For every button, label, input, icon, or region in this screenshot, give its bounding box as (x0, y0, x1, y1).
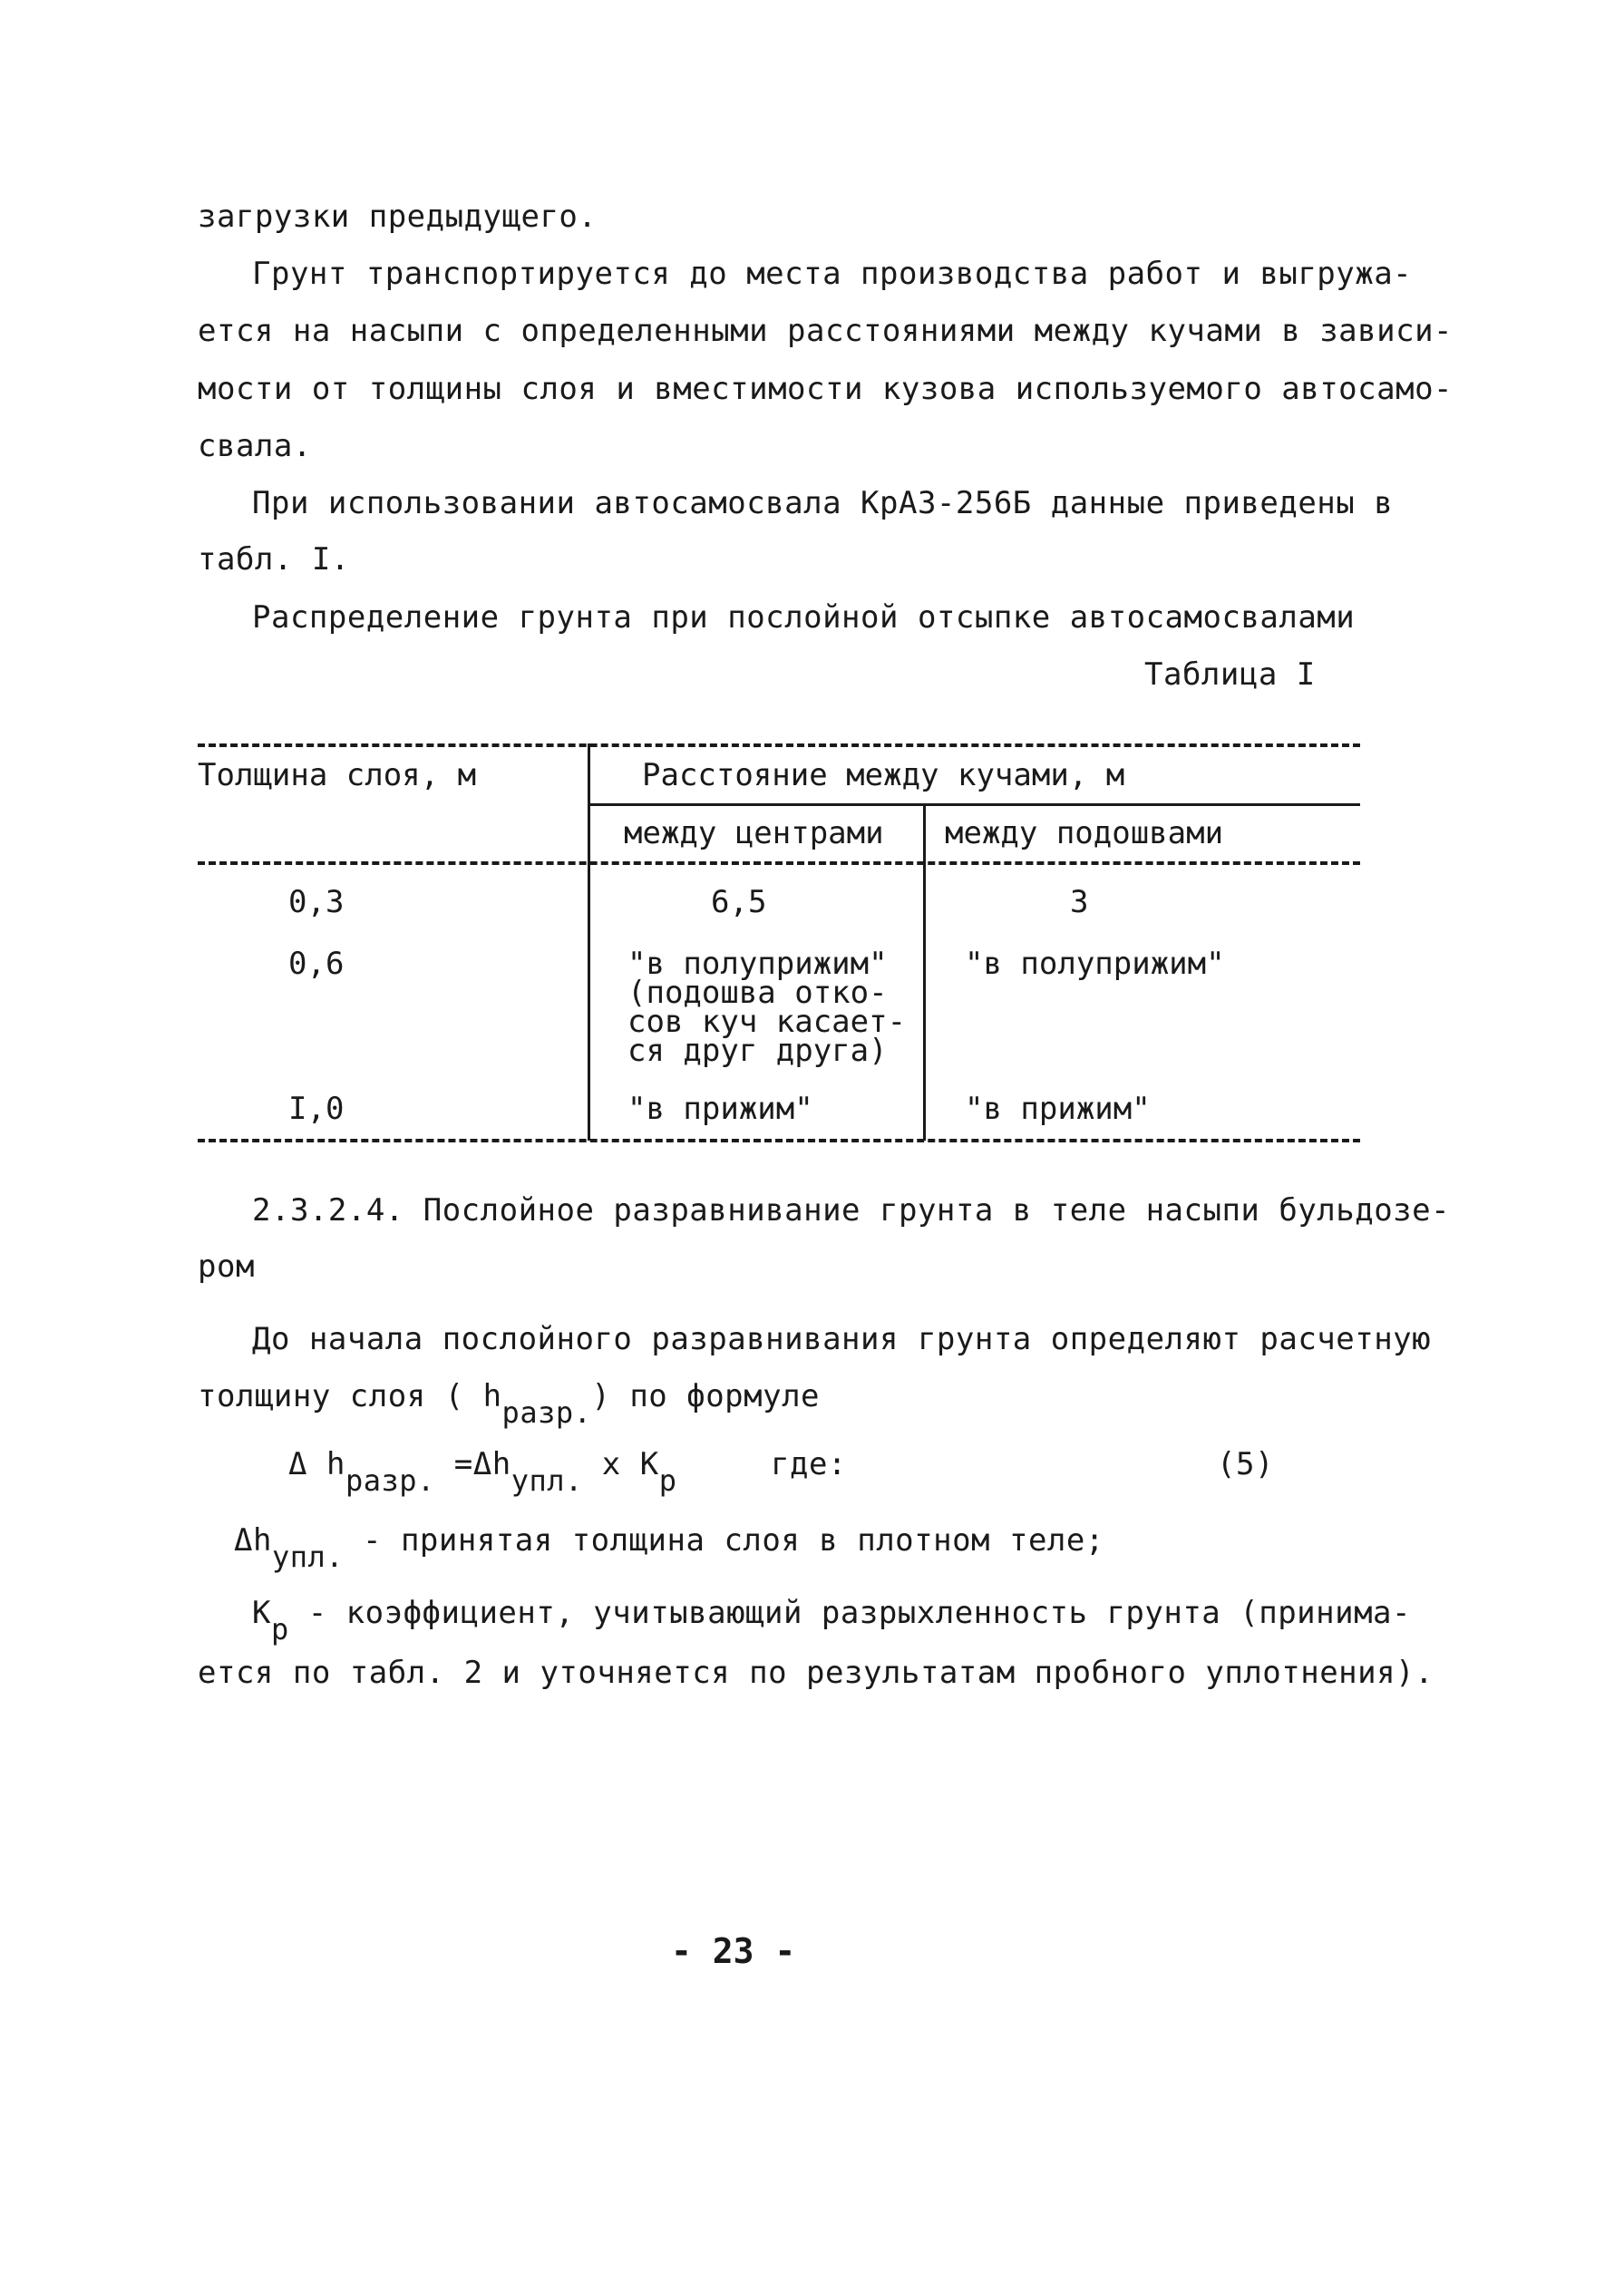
definition-dh: Δhупл. - принятая толщина слоя в плотном теле; (234, 1522, 1104, 1574)
page-number: - 23 - (671, 1931, 796, 1971)
text-line: Грунт транспортируется до места производства работ и выгружа- (252, 256, 1413, 292)
text-line: толщину слоя ( hразр.) по формуле (198, 1378, 821, 1430)
table-caption: Распределение грунта при послойной отсыпке автосамосвалами (252, 599, 1356, 636)
table-divider-2 (923, 805, 926, 1141)
table-bottom-rule (198, 1139, 1360, 1142)
table-divider-1 (588, 743, 590, 1141)
section-heading: 2.3.2.4. Послойное разравнивание грунта в теле насыпи бульдозе- (252, 1192, 1451, 1229)
text-line: мости от толщины слоя и вместимости кузова используемого автосамо- (198, 371, 1454, 407)
header-bottom-rule (198, 861, 1360, 865)
text-line: свала. (198, 428, 312, 464)
header-between-centers: между центрами (624, 815, 884, 851)
cell-thickness: 0,3 (288, 884, 345, 920)
cell-centers-line: ся друг друга) (627, 1033, 888, 1069)
cell-thickness: 0,6 (288, 946, 345, 982)
cell-centers: 6,5 (711, 884, 767, 920)
section-heading-cont: ром (198, 1248, 255, 1285)
formula-where: где: (771, 1446, 847, 1482)
header-group-rule (588, 803, 1360, 806)
cell-soles: "в прижим" (965, 1091, 1151, 1127)
text-line: При использовании автосамосвала КрАЗ-256Б данные приведены в (252, 485, 1394, 521)
cell-soles: 3 (1070, 884, 1089, 920)
cell-thickness: I,0 (288, 1091, 345, 1127)
cell-soles: "в полуприжим" (965, 946, 1225, 982)
formula-number: (5) (1217, 1446, 1274, 1482)
text-line: табл. I. (198, 541, 350, 578)
text-line: ется на насыпи с определенными расстояниями между кучами в зависи- (198, 313, 1454, 349)
cell-centers-line: "в полуприжим" (627, 946, 888, 982)
text-line: загрузки предыдущего. (198, 199, 598, 235)
cell-centers-line: (подошва отко- (627, 975, 888, 1011)
header-thickness: Толщина слоя, м (198, 757, 477, 793)
header-between-soles: между подошвами (945, 815, 1224, 851)
cell-centers: "в прижим" (627, 1091, 813, 1127)
table-top-rule (198, 743, 1360, 747)
text-line: ется по табл. 2 и уточняется по результатам пробного уплотнения). (198, 1655, 1434, 1691)
text-line: До начала послойного разравнивания грунта определяют расчетную (252, 1321, 1432, 1357)
formula: Δ hразр. =Δhупл. x Кр (288, 1446, 677, 1498)
table-label: Таблица I (1144, 656, 1316, 693)
header-distance-group: Расстояние между кучами, м (642, 757, 1125, 793)
cell-centers-line: сов куч касает- (627, 1004, 907, 1040)
definition-kp: Кр - коэффициент, учитывающий разрыхленность грунта (принима- (252, 1595, 1411, 1647)
